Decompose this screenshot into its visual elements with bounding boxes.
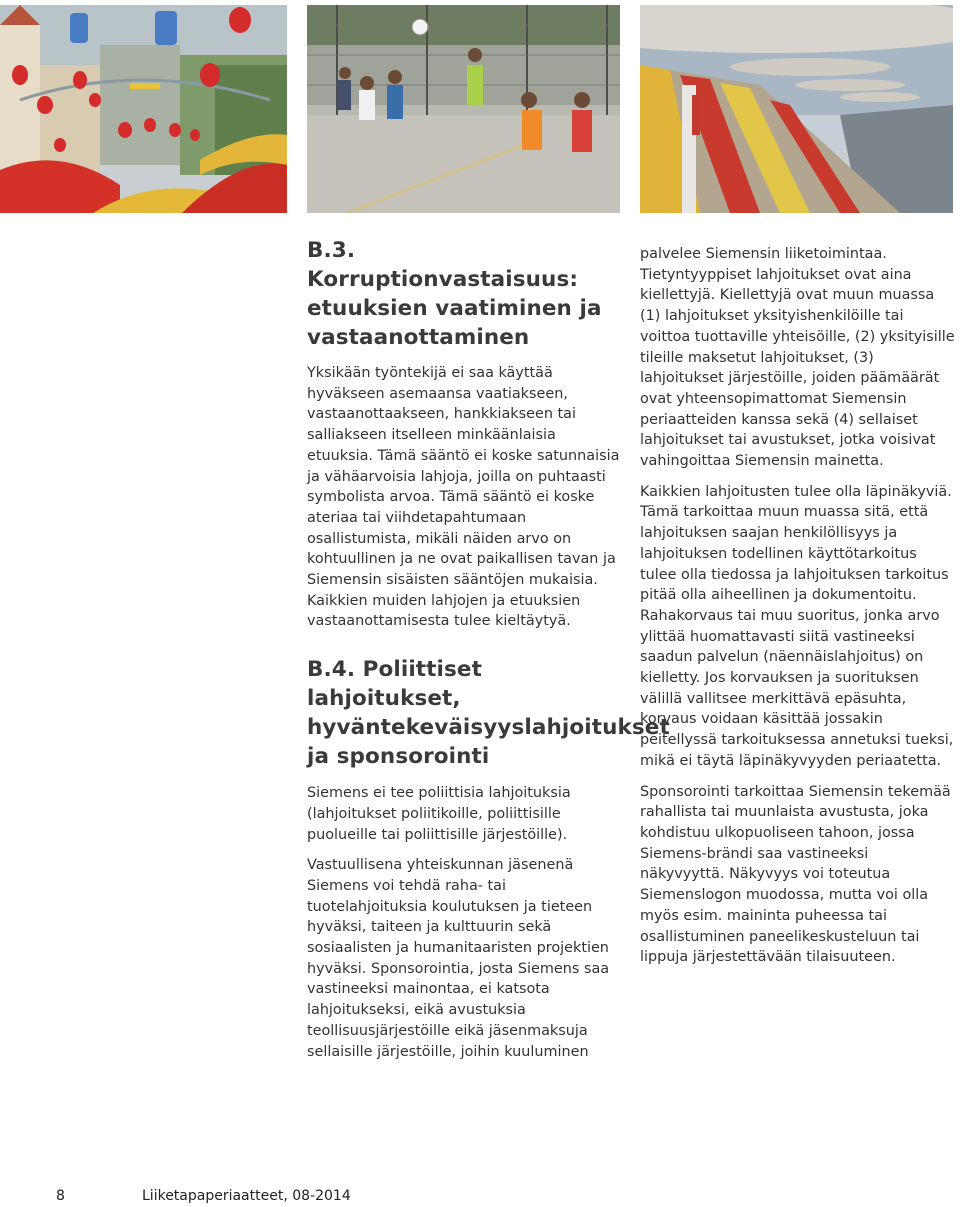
page-number: 8 [56, 1188, 65, 1204]
section-b4-paragraph-3: palvelee Siemensin liiketoimintaa. Tietyntyyppiset lahjoitukset ovat aina kiellettyjä. Kiellettyjä ovat muun muassa (1) lahjoitukset yksityishenkilöille tai voittoa tuottaville yhteisöille, (2) yksityisille tileille maksetut lahjoitukset, (3) lahjoitukset järjestöille, joiden päämäärät ovat yhteensopimattomat Siemensin periaatteiden kanssa sekä (4) sellaiset lahjoitukset tai avustukset, jotka voisivat vahingoittaa Siemensin mainetta. [640, 246, 955, 470]
right-text-column [640, 244, 955, 968]
footer-document-title: Liiketapaperiaatteet, 08-2014 [142, 1188, 351, 1204]
section-b4-paragraph-2: Vastuullisena yhteiskunnan jäsenenä Siemens voi tehdä raha- tai tuotelahjoituksia koulutuksen ja tieteen hyväksi, taiteen ja kulttuurin sekä sosiaalisten ja humanitaaristen projektien hyväksi. Sponsorointia, josta Siemens saa vastineeksi mainontaa, ei katsota lahjoitukseksi, eikä avustuksia teollisuusjärjestöille eikä jäsenmaksuja sellaisille järjestöille, joihin kuuluminen [307, 857, 610, 1060]
section-b4-heading: B.4. Poliittiset lahjoitukset, hyväntekeväisyyslahjoitukset ja sponsorointi [307, 657, 670, 770]
section-b3-heading: B.3. Korruptionvastaisuus: etuuksien vaatiminen ja vastaanottaminen [307, 238, 602, 350]
section-b3-paragraph: Yksikään työntekijä ei saa käyttää hyväkseen asemaansa vaatiakseen, vastaanottaakseen, hankkiakseen tai salliakseen itselleen minkäänlaisia etuuksia. Tämä sääntö ei koske satunnaisia ja vähäarvoisia lahjoja, joilla on puhtaasti symbolista arvoa. Tämä sääntö ei koske ateriaa tai viihdetapahtumaan osallistumista, mikäli näiden arvo on kohtuullinen ja ne ovat paikallisen tavan ja Siemensin sisäisten sääntöjen mukaisia. Kaikkien muiden lahjojen ja etuuksien vastaanottamisesta tulee kieltäytyä. [307, 365, 620, 630]
section-b4-paragraph-4: Kaikkien lahjoitusten tulee olla läpinäkyviä. Tämä tarkoittaa muun muassa sitä, että lahjoituksen saajan henkilöllisyys ja lahjoituksen todellinen käyttötarkoitus tulee olla tiedossa ja lahjoituksen tarkoitus pitää olla aiheellinen ja dokumentoitu. Rahakorvaus tai muu suoritus, jonka arvo ylittää huomattavasti siitä vastineeksi saadun palvelun (näennäislahjoitus) on kielletty. Jos korvauksen ja suorituksen välillä vallitsee merkittävä epäsuhta, korvaus voidaan käsittää jossakin peitellyssä tarkoituksessa annetuksi tueksi, mikä ei täytä läpinäkyvyyden periaatetta. [640, 483, 954, 769]
children-playing-ball-photo [307, 5, 620, 213]
stadium-grandstand-seats-photo [640, 5, 953, 213]
section-b4-paragraph-1: Siemens ei tee poliittisia lahjoituksia (lahjoitukset poliitikoille, poliittisille puolueille tai poliittisille järjestöille). [307, 785, 571, 843]
section-b4-paragraph-5: Sponsorointi tarkoittaa Siemensin tekemää rahallista tai muunlaista avustusta, joka kohdistuu ulkopuoliseen tahoon, jossa Siemens-brändi saa vastineeksi näkyvyyttä. Näkyvyys voi toteutua Siemenslogon muodossa, mutta voi olla myös esim. maininta puheessa tai osallistuminen paneelikeskusteluun tai lippuja järjestettävään tilaisuuteen. [640, 783, 951, 966]
chinatown-street-lanterns-photo [0, 5, 287, 213]
left-text-column [307, 236, 670, 1062]
